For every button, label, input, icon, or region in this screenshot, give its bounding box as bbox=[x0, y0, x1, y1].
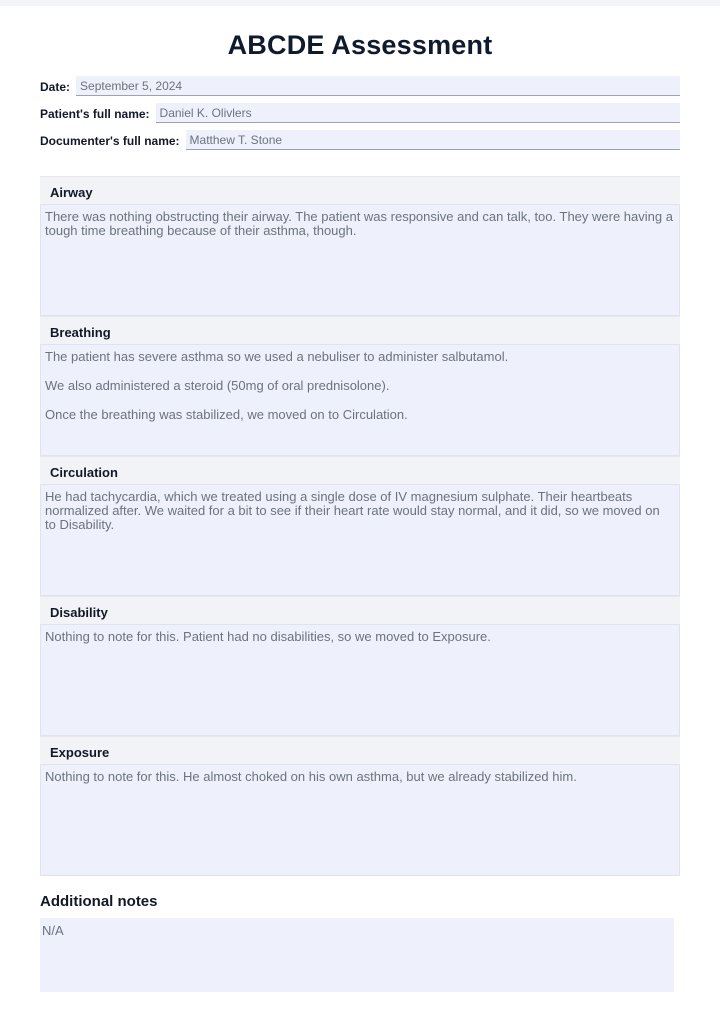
page-title: ABCDE Assessment bbox=[227, 30, 493, 60]
circulation-section bbox=[40, 456, 680, 596]
top-border bbox=[0, 0, 720, 6]
breathing-section bbox=[40, 316, 680, 456]
patient-name-field[interactable]: Daniel K. Olivlers bbox=[156, 103, 680, 123]
date-field[interactable]: September 5, 2024 bbox=[76, 76, 680, 96]
disability-section bbox=[40, 596, 680, 736]
date-row bbox=[40, 76, 680, 96]
exposure-text: Nothing to note for this. He almost choked on his own asthma, but we already stabilized him. bbox=[45, 769, 577, 784]
patient-name-label: Patient's full name: bbox=[40, 107, 150, 121]
exposure-section bbox=[40, 736, 680, 876]
documenter-name-field[interactable]: Matthew T. Stone bbox=[186, 130, 680, 150]
patient-name-row bbox=[40, 103, 680, 123]
additional-notes-heading: Additional notes bbox=[40, 893, 158, 910]
disability-field[interactable] bbox=[40, 624, 680, 736]
circulation-field[interactable] bbox=[40, 484, 680, 596]
breathing-field[interactable] bbox=[40, 344, 680, 456]
circulation-text: He had tachycardia, which we treated using a single dose of IV magnesium sulphate. Their heartbeats normalized after. We waited for a bit to see if their heart rate would stay normal, and it did, so we moved on to Disability. bbox=[45, 489, 660, 532]
breathing-paragraph: The patient has severe asthma so we used a nebuliser to administer salbutamol. bbox=[45, 349, 509, 364]
disability-text: Nothing to note for this. Patient had no disabilities, so we moved to Exposure. bbox=[45, 629, 491, 644]
date-label: Date: bbox=[40, 80, 71, 94]
airway-section bbox=[40, 176, 680, 316]
documenter-name-label: Documenter's full name: bbox=[40, 134, 180, 148]
documenter-name-row bbox=[40, 130, 680, 150]
additional-notes-text: N/A bbox=[42, 923, 64, 938]
airway-field[interactable] bbox=[40, 204, 680, 316]
airway-text: There was nothing obstructing their airway. The patient was responsive and can talk, too. They were having a tough time breathing because of their asthma, though. bbox=[45, 209, 673, 238]
circulation-heading: Circulation bbox=[40, 456, 680, 484]
additional-notes-field[interactable] bbox=[40, 918, 674, 992]
disability-heading: Disability bbox=[40, 596, 680, 624]
breathing-paragraph: Once the breathing was stabilized, we moved on to Circulation. bbox=[45, 407, 408, 422]
breathing-paragraph: We also administered a steroid (50mg of oral prednisolone). bbox=[45, 378, 390, 393]
exposure-heading: Exposure bbox=[40, 736, 680, 764]
airway-heading: Airway bbox=[40, 176, 680, 204]
exposure-field[interactable] bbox=[40, 764, 680, 876]
breathing-heading: Breathing bbox=[40, 316, 680, 344]
